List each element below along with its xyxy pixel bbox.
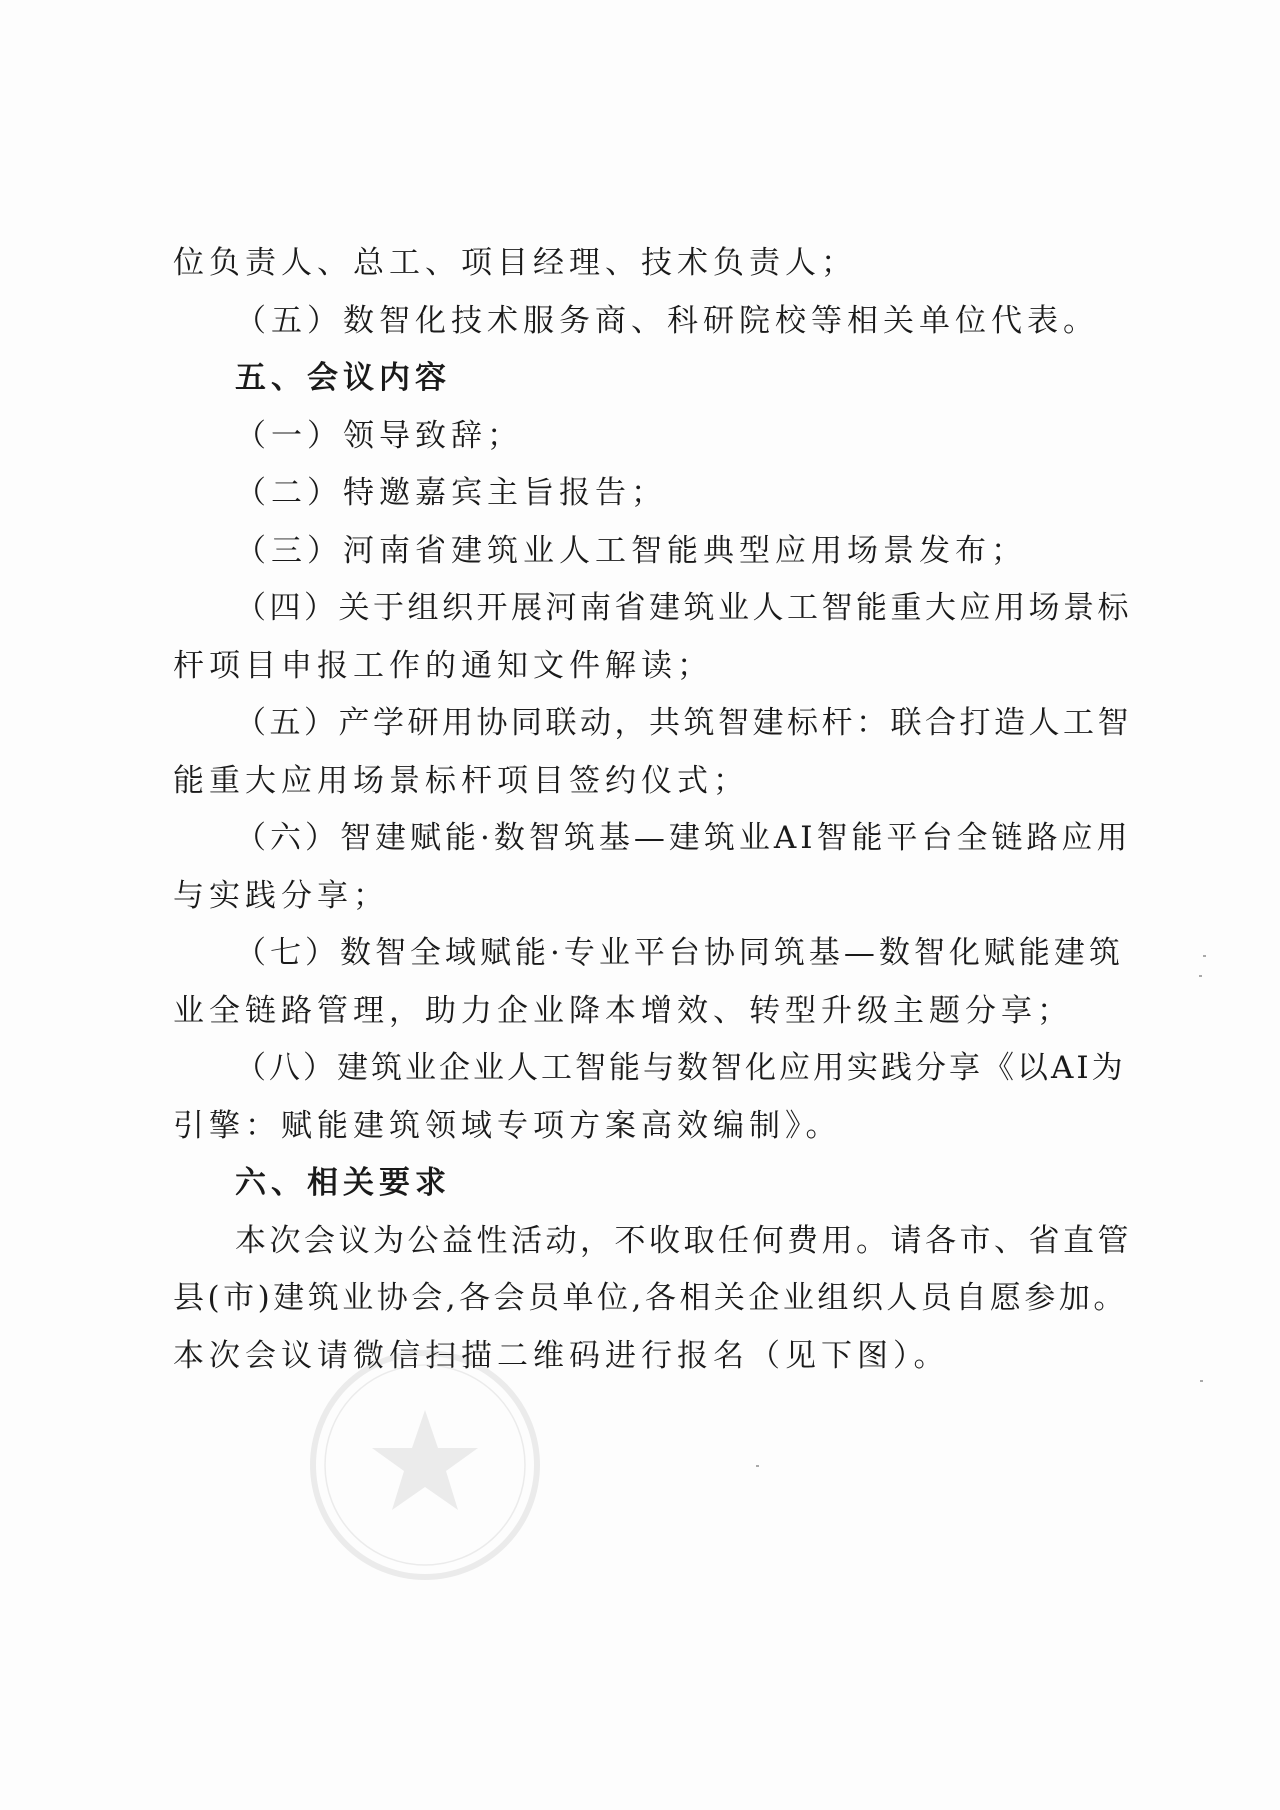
- text-line-8: 杆项目申报工作的通知文件解读；: [173, 647, 713, 684]
- seal-stamp: [300, 1340, 550, 1590]
- text-line-11: （六）智建赋能·数智筑基—建筑业AI智能平台全链路应用: [235, 820, 1132, 856]
- text-line-12: 与实践分享；: [173, 877, 389, 914]
- text-line-1: 位负责人、总工、项目经理、技术负责人；: [173, 245, 857, 281]
- text-line-10: 能重大应用场景标杆项目签约仪式；: [173, 762, 749, 799]
- text-line-4: （一）领导致辞；: [235, 417, 523, 454]
- section-heading-5: 五、会议内容: [235, 360, 451, 396]
- text-line-16: 引擎：赋能建筑领域专项方案高效编制》。: [173, 1107, 842, 1144]
- text-line-13: （七）数智全域赋能·专业平台协同筑基—数智化赋能建筑: [235, 935, 1124, 971]
- scan-speck: [1200, 1380, 1203, 1382]
- document-body: [173, 235, 1133, 1385]
- text-line-18: 本次会议为公益性活动，不收取任何费用。请各市、省直管: [235, 1222, 1132, 1259]
- scan-speck: [1203, 955, 1206, 957]
- text-line-5: （二）特邀嘉宾主旨报告；: [235, 475, 667, 511]
- text-line-20: 本次会议请微信扫描二维码进行报名（见下图）。: [173, 1337, 950, 1374]
- text-line-14: 业全链路管理，助力企业降本增效、转型升级主题分享；: [173, 992, 1073, 1029]
- scan-speck: [756, 1465, 759, 1467]
- text-line-15: （八）建筑业企业人工智能与数智化应用实践分享《以AI为: [235, 1050, 1126, 1086]
- text-line-19: 县(市)建筑业协会,各会员单位,各相关企业组织人员自愿参加。: [173, 1280, 1128, 1316]
- text-line-9: （五）产学研用协同联动，共筑智建标杆：联合打造人工智: [235, 705, 1132, 741]
- scan-speck: [1199, 975, 1202, 977]
- text-line-2: （五）数智化技术服务商、科研院校等相关单位代表。: [235, 302, 1099, 339]
- text-line-7: （四）关于组织开展河南省建筑业人工智能重大应用场景标: [235, 590, 1132, 626]
- section-heading-6: 六、相关要求: [235, 1165, 451, 1201]
- text-line-6: （三）河南省建筑业人工智能典型应用场景发布；: [235, 532, 1027, 569]
